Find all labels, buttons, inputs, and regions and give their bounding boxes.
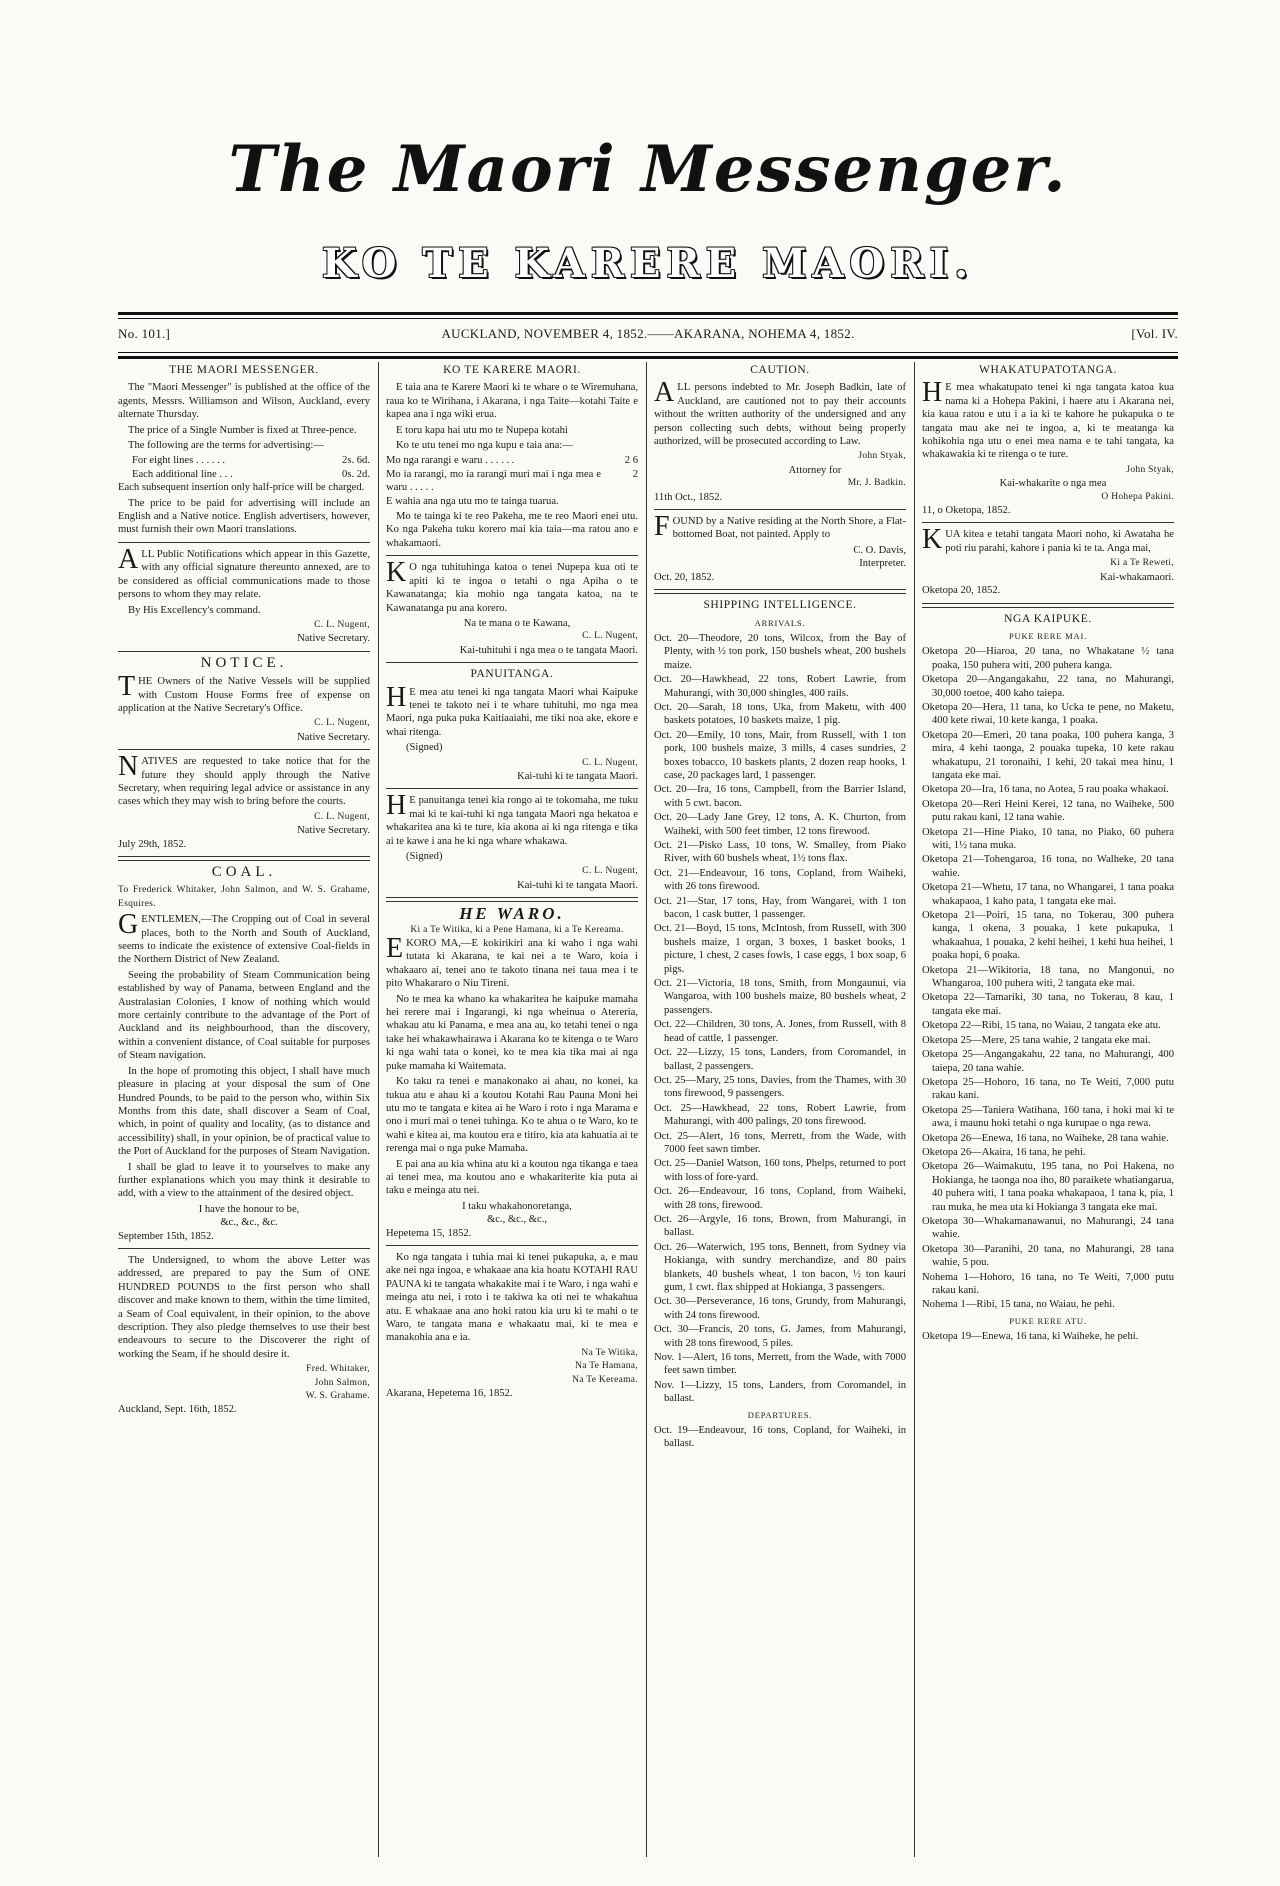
columns xyxy=(118,362,1178,1857)
rate-value: 2 xyxy=(632,468,638,480)
shipping-entry: Oct. 22—Children, 30 tons, A. Jones, from Russell, with 8 head of cattle, 1 passenger. xyxy=(654,1019,906,1044)
masthead-rule-thin xyxy=(118,318,1178,319)
paragraph: By His Excellency's command. xyxy=(128,604,261,616)
shipping-entry: Oct. 20—Hawkhead, 22 tons, Robert Lawrie, from Mahurangi, with 30,000 shingles, 400 rails. xyxy=(654,674,906,699)
dateline-rule xyxy=(118,352,1178,353)
shipping-entry: Oct. 30—Francis, 20 tons, G. James, from Mahurangi, with 28 tons firewood, 5 piles. xyxy=(654,1324,906,1349)
divider xyxy=(654,589,906,594)
shipping-entry: Oketopa 25—Angangakahu, 22 tana, no Mahurangi, 400 taiepa, 20 tana wahie. xyxy=(922,1049,1174,1074)
signature: John Salmon, xyxy=(314,1377,370,1388)
signature: W. S. Grahame. xyxy=(305,1391,370,1402)
shipping-entry: Oct. 20—Lady Jane Grey, 12 tons, A. K. Churton, from Waiheki, with 500 feet timber, 12 tons firewood. xyxy=(654,812,906,837)
shipping-entry: Oketopa 26—Akaira, 16 tana, he pehi. xyxy=(922,1146,1086,1158)
signature-title: Kai-whakamaori. xyxy=(1100,571,1174,583)
signature: C. L. Nugent, xyxy=(582,866,638,877)
column-1 xyxy=(118,362,370,1857)
paragraph: E taia ana te Karere Maori ki te whare o te Wiremuhana, raua ko te Wirihana, i Akarana, i nga Taite—kotahi Taite e kapea ana i nga wiki erua. xyxy=(386,382,638,421)
shipping-list xyxy=(922,645,1174,1312)
signature: Mr. J. Badkin. xyxy=(847,478,906,489)
date: September 15th, 1852. xyxy=(118,1230,214,1242)
signature: C. L. Nugent, xyxy=(582,757,638,768)
signature-title: Native Secretary. xyxy=(297,731,370,743)
rate-value: 0s. 2d. xyxy=(342,468,370,480)
address-line: Ki a Te Witika, ki a Pene Hamana, ki a Te Kereama. xyxy=(410,924,624,935)
subheading-departures: DEPARTURES. xyxy=(747,1409,813,1420)
rate-label: Each additional line . . . xyxy=(132,468,233,480)
signature: John Styak, xyxy=(858,451,906,462)
subheading-arrivals: ARRIVALS. xyxy=(754,617,806,628)
paragraph: The price of a Single Number is fixed at Three-pence. xyxy=(128,424,357,436)
heading-nga-kaipuke: NGA KAIPUKE. xyxy=(1004,612,1092,625)
shipping-entry: Oct. 21—Victoria, 18 tons, Smith, from Mongaunui, via Wangaroa, with 100 bushels maize, 80 bushels wheat, 2 passengers. xyxy=(654,978,906,1016)
masthead-title: The Maori Messenger. xyxy=(228,132,1068,207)
paragraph: E wahia ana nga utu mo te tainga tuarua. xyxy=(386,495,559,507)
signed-label: (Signed) xyxy=(406,851,443,862)
divider xyxy=(922,603,1174,608)
date: Auckland, Sept. 16th, 1852. xyxy=(118,1404,237,1416)
dateline-rule-thick xyxy=(118,356,1178,359)
paragraph: Each subsequent insertion only half-price will be charged. xyxy=(118,482,365,494)
shipping-entry: Nohema 1—Hohoro, 16 tana, no Te Weiti, 7,000 putu rakau kani. xyxy=(922,1271,1174,1296)
shipping-entry: Oct. 26—Argyle, 16 tons, Brown, from Mahurangi, in ballast. xyxy=(654,1213,906,1239)
divider xyxy=(118,651,370,652)
rate-row xyxy=(118,468,370,481)
masthead-rule-top xyxy=(118,312,1178,315)
paragraph: FOUND by a Native residing at the North Shore, a Flat-bottomed Boat, not painted. Apply to xyxy=(654,511,906,543)
divider xyxy=(386,555,638,556)
shipping-entry: Oct. 20—Theodore, 20 tons, Wilcox, from the Bay of Plenty, with ½ ton pork, 150 bushels wheat, 200 bushels maize. xyxy=(654,632,906,671)
paragraph: Ko taku ra tenei e manakonako ai ahau, no konei, ka tukua atu e ahau ki a koutou Kotahi Rau Pauna Moni hei utu mo te tangata e kitea ai he Waro i roto i nga Marama e ono i muri mai o tenei tuhinga. Ko te ahua o te Waro, ko te wahi e kitea ai, ma koutou era e titiro, kia ata kahuatia ai te rerenga mai o nga puke Mamaha. xyxy=(386,1076,638,1155)
shipping-entry: Oketopa 20—Hera, 11 tana, ko Ucka te pene, no Maketu, 400 kete riwai, 10 kete kanga, 1 poaka. xyxy=(922,701,1174,727)
shipping-entry: Oct. 25—Alert, 16 tons, Merrett, from the Wade, with 7000 feet sawn timber. xyxy=(654,1130,906,1155)
column-4 xyxy=(922,362,1174,1857)
paragraph: Na te mana o te Kawana, xyxy=(463,617,571,629)
signature-title: Attorney for xyxy=(788,464,842,476)
masthead-subtitle: KO TE KARERE MAORI. xyxy=(321,240,975,287)
paragraph: E pai ana au kia whina atu ki a koutou nga tikanga e taea ai tenei mea, ma koutou ano e whakariterite kia puta ai taku e meinga atu nei. xyxy=(386,1158,638,1197)
shipping-entry: Oct. 20—Emily, 10 tons, Mair, from Russell, with 1 ton pork, 100 bushels maize, 3 mills, 4 cases sundries, 2 boxes tobacco, 10 baskets plants, 2 dozen reap hooks, 1 case, 20 packages lard, 1 passenger. xyxy=(654,729,906,781)
signature: C. O. Davis, xyxy=(853,544,906,556)
shipping-entry: Oct. 26—Endeavour, 16 tons, Copland, from Waiheki, with 28 tons, firewood. xyxy=(654,1186,906,1211)
signature: Ki a Te Reweti, xyxy=(1110,558,1174,569)
shipping-entry: Oct. 26—Waterwich, 195 tons, Bennett, from Sydney via Hokianga, with sundry merchandize, and 80 pairs blankets, 40 bushels wheat, 1 ton bacon, ½ ton kauri gum, 1 cwt. flax shipped at Hokianga, 3 passengers. xyxy=(654,1241,906,1293)
paragraph: No te mea ka whano ka whakaritea he kaipuke mamaha hei rerere mai i Ingarangi, ki nga wheinua o Atereria, whakau atu ki Panama, e mea ana au, ko tetahi tenei o nga take hei whakawhairawa i Akarana ko te kitenga o te Waro ki nga wahi tata o konei, ko te mea kia tika mai ai nga puke mamaha ki Waitemata. xyxy=(386,993,638,1072)
signature: O Hohepa Pakini. xyxy=(1101,491,1174,502)
shipping-entry: Oct. 25—Hawkhead, 22 tons, Robert Lawrie, from Mahurangi, with 400 palings, 20 tons firewood. xyxy=(654,1102,906,1128)
shipping-entry: Oketopa 21—Hine Piako, 10 tana, no Piako, 60 puhera witi, 1½ tana muka. xyxy=(922,826,1174,851)
date: July 29th, 1852. xyxy=(118,838,187,850)
closing: I taku whakahonoretanga, xyxy=(462,1200,572,1212)
rate-label: For eight lines . . . . . . xyxy=(132,455,225,467)
signature: Na Te Kereama. xyxy=(572,1374,638,1385)
divider xyxy=(386,662,638,663)
shipping-entry: Oketopa 25—Taniera Watihana, 160 tana, i hoki mai ki te awa, i maunu hoki tetahi o nga kurupae o nga rewa. xyxy=(922,1104,1174,1130)
column-divider xyxy=(914,362,915,1857)
issue-number: No. 101.] xyxy=(118,326,171,341)
column-2 xyxy=(386,362,638,1857)
shipping-entry: Oct. 25—Mary, 25 tons, Davies, from the Thames, with 30 tons firewood, 9 passengers. xyxy=(654,1074,906,1100)
signature: John Styak, xyxy=(1126,464,1174,475)
signature: Na Te Hamana, xyxy=(575,1361,638,1372)
shipping-entry: Oketopa 22—Ribi, 15 tana, no Waiau, 2 tangata eke atu. xyxy=(922,1020,1161,1032)
signature: Fred. Whitaker, xyxy=(306,1364,370,1375)
closing: &c., &c., &c., xyxy=(486,1214,547,1226)
paragraph: The following are the terms for advertising:— xyxy=(128,440,324,452)
heading-coal: COAL. xyxy=(211,864,277,880)
shipping-entry: Nohema 1—Ribi, 15 tana, no Waiau, he pehi. xyxy=(922,1299,1115,1311)
paragraph: EKORO MA,—E kokirikiri ana ki waho i nga wahi tutata ki Akarana, te kai nei a te Waro, koia i whakaaro ai, tenei ano te takoto tinana nei taua mea i te pito Whakararo o Niu Tireni. xyxy=(386,933,638,990)
divider xyxy=(118,856,370,861)
shipping-entry: Oketopa 20—Emeri, 20 tana poaka, 100 puhera kanga, 3 mira, 4 kehi taonga, 2 pouaka tupeka, 10 kete rakau whakatupu, 21 toronaihi, 1 kehi, 20 takai mea hinu, 1 tangata eke mai. xyxy=(922,729,1174,781)
signed-label: (Signed) xyxy=(406,742,443,754)
signature: C. L. Nugent, xyxy=(582,631,638,642)
paragraph: THE Owners of the Native Vessels will be supplied with Custom House Forms free of expense on application at the Native Secretary's Office. xyxy=(118,671,370,714)
paragraph: The Undersigned, to whom the above Letter was addressed, are prepared to pay the Sum of ONE HUNDRED POUNDS to the first person who shall discover and make known to them, within the time limited, a Seam of Coal equivalent, in their opinion, to the above description. They also pledge themselves to use their best endeavours to secure to the Discoverer the right of working the Seam, if he should desire it. xyxy=(118,1254,370,1360)
heading-karere-maori: KO TE KARERE MAORI. xyxy=(443,364,581,376)
shipping-entry: Oketopa 30—Whakamanawanui, no Mahurangi, 24 tana wahie. xyxy=(922,1215,1174,1241)
heading-he-waro: HE WARO. xyxy=(459,904,565,924)
subheading-puke-rere-mai: PUKE RERE MAI. xyxy=(1008,630,1088,641)
paragraph: Mo te tainga ki te reo Pakeha, me te reo Maori enei utu. Ko nga Pakeha tuku korero mai kia taia—ma ratou ano e whakamaori. xyxy=(386,511,638,549)
shipping-entry: Oct. 25—Daniel Watson, 160 tons, Phelps, returned to port with loss of fore-yard. xyxy=(654,1158,906,1183)
newspaper-page xyxy=(118,90,1178,1860)
shipping-entry: Oct. 21—Star, 17 tons, Hay, from Wangarei, with 1 ton bacon, 1 cask butter, 1 passenger. xyxy=(654,895,906,921)
rate-value: 2s. 6d. xyxy=(342,455,370,467)
heading-panuitanga: PANUITANGA. xyxy=(470,668,554,681)
address-line: To Frederick Whitaker, John Salmon, and W. S. Grahame, Esquires. xyxy=(118,885,370,909)
paragraph: HE mea atu tenei ki nga tangata Maori whai Kaipuke tenei te takoto nei i te whare tuhituhi, mo nga mea Maori, nga puka puka Kaitiaaiahi, me tiki noa ake, ekore e whai ritenga. xyxy=(386,681,638,738)
divider xyxy=(654,509,906,510)
shipping-entry: Oketopa 25—Hohoro, 16 tana, no Te Weiti, 7,000 putu rakau kani. xyxy=(922,1076,1174,1102)
shipping-entry: Oketopa 25—Mere, 25 tana wahie, 2 tangata eke mai. xyxy=(922,1034,1151,1046)
divider xyxy=(922,522,1174,523)
rate-label: Mo nga rarangi e waru . . . . . . xyxy=(386,455,515,467)
signature: Na Te Witika, xyxy=(581,1347,638,1358)
shipping-entry: Oct. 22—Lizzy, 15 tons, Landers, from Coromandel, in ballast, 2 passengers. xyxy=(654,1047,906,1072)
rate-row xyxy=(118,454,370,467)
paragraph: NATIVES are requested to take notice that for the future they should apply through the Native Secretary, when requiring legal advice or assistance in any cases which they may wish to bring before the courts. xyxy=(118,751,370,808)
issue-date: AUCKLAND, NOVEMBER 4, 1852.——AKARANA, NOHEMA 4, 1852. xyxy=(441,326,855,341)
paragraph: HE mea whakatupato tenei ki nga tangata katoa kua nama ki a Hohepa Pakini, i haere atu i Akarana nei, kia kaua ratou e utu i a ia ki te kahore he pukapuka o te tangata mau ake nei te ingoa, a, ki te meatanga ka kohikohia nga utu o enei mea nama e te tahi tangata, ka whakawakia ki te ritenga o te ture. xyxy=(922,377,1174,461)
divider xyxy=(118,1248,370,1249)
shipping-entry: Oketopa 21—Poiri, 15 tana, no Tokerau, 300 puhera kanga, 1 okena, 3 pouaka, 1 kete pukapuka, 1 whakaahua, 1 pouaka, 2 kehi heihei, 1 kehi hua heihei, 1 poaka hopi, 6 poaka. xyxy=(922,910,1174,962)
shipping-entry: Oct. 21—Endeavour, 16 tons, Copland, from Waiheki, with 26 tons firewood. xyxy=(654,867,906,893)
shipping-entry: Oct. 21—Boyd, 15 tons, McIntosh, from Russell, with 300 bushels maize, 1 organ, 3 boxes, 1 basket books, 1 picture, 1 chest, 2 cases fowls, 1 case eggs, 1 box soap, 6 pigs. xyxy=(654,923,906,975)
divider xyxy=(386,897,638,902)
shipping-entry: Oct. 19—Endeavour, 16 tons, Copland, for Waiheki, in ballast. xyxy=(654,1425,906,1450)
paragraph: E toru kapa hai utu mo te Nupepa kotahi xyxy=(396,424,568,436)
paragraph: Ko nga tangata i tuhia mai ki tenei pukapuka, a, e mau ake nei nga ingoa, e whakaae ana kia hoatu KOTAHI RAU PAUNA ki te tangata whakakite mai i te Waro, i nga wahi e meinga atu nei, i roto i te takiwa ka oti nei te whakahua atu. E whakaae ana ano hoki ratou kia uru ki te mahi o te Waro, te tangata mana e whakaatu mai, ki te mea e manakohia ana e ia. xyxy=(386,1251,638,1344)
signature: C. L. Nugent, xyxy=(314,718,370,729)
divider xyxy=(386,788,638,789)
signature-title: Native Secretary. xyxy=(297,825,370,837)
subheading-puke-rere-atu: PUKE RERE ATU. xyxy=(1009,1315,1087,1326)
heading-shipping-intelligence: SHIPPING INTELLIGENCE. xyxy=(703,599,857,612)
shipping-entry: Oketopa 21—Wikitoria, 18 tana, no Mangonui, no Whangaroa, 100 puhera witi, 2 tangata eke mai. xyxy=(922,964,1174,990)
shipping-entry: Oketopa 21—Tohengaroa, 16 tona, no Walheke, 20 tana wahie. xyxy=(922,854,1174,879)
date: 11th Oct., 1852. xyxy=(654,491,723,503)
rate-row xyxy=(386,468,638,495)
rate-value: 2 6 xyxy=(624,455,638,467)
shipping-list xyxy=(654,632,906,1406)
paragraph: The price to be paid for advertising will include an English and a Native notice. English advertisers, however, must furnish their own Maori translations. xyxy=(118,497,370,536)
signature-title: Kai-tuhi ki te tangata Maori. xyxy=(517,770,638,782)
shipping-entry: Nov. 1—Lizzy, 15 tons, Landers, from Coromandel, in ballast. xyxy=(654,1379,906,1405)
paragraph: In the hope of promoting this object, I shall have much pleasure in placing at your disposal the sum of One Hundred Pounds, to be paid to the person who, within Six Months from this date, shall discover a Seam of Coal, which, in point of quality and locality, (as to distance and accessibility) shall, in your opinion, be of practical value to the Port of Auckland for the purposes of Steam Navigation. xyxy=(118,1065,370,1158)
paragraph: Ko te utu tenei mo nga kupu e taia ana:— xyxy=(396,440,573,452)
shipping-entry: Nov. 1—Alert, 16 tons, Merrett, from the Wade, with 7000 feet sawn timber. xyxy=(654,1352,906,1377)
heading-caution: CAUTION. xyxy=(750,364,810,376)
heading-whakatupatotanga: WHAKATUPATOTANGA. xyxy=(978,364,1118,376)
date: Oketopa 20, 1852. xyxy=(922,585,1001,597)
rate-row xyxy=(386,454,638,467)
issue-volume: [Vol. IV. xyxy=(1131,326,1178,341)
divider xyxy=(118,749,370,750)
closing: &c., &c., &c. xyxy=(220,1217,278,1229)
shipping-entry: Oketopa 20—Hiaroa, 20 tana, no Whakatane ½ tana poaka, 150 puhera witi, 200 puhera kanga. xyxy=(922,646,1174,671)
shipping-entry: Oketopa 20—Angangakahu, 22 tana, no Mahurangi, 30,000 toetoe, 400 kaho taiepa. xyxy=(922,674,1174,699)
shipping-entry: Oct. 20—Sarah, 18 tons, Uka, from Maketu, with 400 baskets potatoes, 10 baskets maize, 1 pig. xyxy=(654,701,906,727)
signature: C. L. Nugent, xyxy=(314,619,370,630)
shipping-entry: Oketopa 26—Enewa, 16 tana, no Waiheke, 28 tana wahie. xyxy=(922,1132,1169,1144)
divider xyxy=(118,542,370,543)
shipping-entry: Oketopa 21—Whetu, 17 tana, no Whangarei, 1 tana poaka whakapaoa, 1 kaho pata, 1 tangata eke mai. xyxy=(922,882,1174,907)
shipping-entry: Oct. 21—Pisko Lass, 10 tons, W. Smalley, from Piako River, with 60 bushels wheat, 1½ tons flax. xyxy=(654,840,906,865)
signature-title: Native Secretary. xyxy=(297,633,370,645)
signature-title: Kai-whakarite o nga mea xyxy=(999,478,1107,490)
shipping-entry: Oketopa 30—Paranihi, 20 tana, no Mahurangi, 28 tana wahie, 5 pou. xyxy=(922,1243,1174,1269)
shipping-entry: Oct. 20—Ira, 16 tons, Campbell, from the Barrier Island, with 5 cwt. bacon. xyxy=(654,784,906,809)
signature-title: Kai-tuhituhi i nga mea o te tangata Maori. xyxy=(459,644,638,656)
paragraph: ALL Public Notifications which appear in this Gazette, with any official signature thereunto annexed, are to be considered as official communications made to those persons to whom they may relate. xyxy=(118,543,370,601)
date: Akarana, Hepetema 16, 1852. xyxy=(386,1388,513,1400)
column-3 xyxy=(654,362,906,1857)
divider xyxy=(386,1245,638,1246)
paragraph: GENTLEMEN,—The Cropping out of Coal in several places, both to the North and South of Auckland, seems to indicate the existence of extensive Coal-fields in the Northern District of New Zealand. xyxy=(118,909,370,966)
signature-title: Interpreter. xyxy=(859,558,906,570)
date: Hepetema 15, 1852. xyxy=(386,1227,472,1239)
paragraph: HE panuitanga tenei kia rongo ai te tokomaha, me tuku mai ki te kai-tuhi ki nga tangata Maori nga hekatoa e whakaritea ana ki te ture, kia akona ai ki nga ritenga e tika ai te kawe i ana he ki nga whare whakawa. xyxy=(386,790,638,847)
shipping-entry: Oketopa 22—Tamariki, 30 tana, no Tokerau, 8 kau, 1 tangata eke mai. xyxy=(922,992,1174,1017)
paragraph: I shall be glad to leave it to yourselves to make any further explanations which you may think it desirable to add, with a view to the attainment of the desired object. xyxy=(118,1161,370,1200)
closing: I have the honour to be, xyxy=(198,1203,300,1215)
column-divider xyxy=(378,362,379,1857)
heading-notice: NOTICE. xyxy=(200,654,288,671)
paragraph: KUA kitea e tetahi tangata Maori noho, ki Awataha he poti riu parahi, kahore i pania ki te ta. Anga mai, xyxy=(922,524,1174,556)
column-divider xyxy=(646,362,647,1857)
dateline xyxy=(118,326,1178,346)
signature: C. L. Nugent, xyxy=(314,811,370,822)
paragraph: KO nga tuhituhinga katoa o tenei Nupepa kua oti te apiti ki te ingoa o tetahi o nga Apiha o te Kawanatanga; kia mohio nga tangata katoa, na te Kawanatanga pu ana korero. xyxy=(386,557,638,614)
date: 11, o Oketopa, 1852. xyxy=(922,505,1011,517)
shipping-entry: Oketopa 20—Reri Heini Kerei, 12 tana, no Waiheke, 500 putu rakau kani, 12 tana wahie. xyxy=(922,798,1174,824)
heading-maori-messenger: THE MAORI MESSENGER. xyxy=(169,364,319,376)
shipping-entry: Oketopa 26—Waimakutu, 195 tana, no Poi Hakena, no Hokianga, he taonga noa iho, 80 paraikete whatiangarua, 40 puhera witi, 1 tana poaka whakapaoa, 1 tana k, pia, 1 rau muka, he mea uta ki Hokianga 3 tangata eke mai. xyxy=(922,1161,1174,1213)
paragraph: Seeing the probability of Steam Communication being established by way of Panama, between England and the Australasian Colonies, I know of nothing which would more certainly contribute to the advantage of the Port of Auckland and its neighbourhood, than the discovery, within a convenient distance, of Coal suitable for purposes of Steam navigation. xyxy=(118,969,370,1062)
shipping-entry: Oketopa 19—Enewa, 16 tana, ki Waiheke, he pehi. xyxy=(922,1331,1139,1343)
paragraph: The "Maori Messenger" is published at the office of the agents, Messrs. Williamson and Wilson, Auckland, every alternate Thursday. xyxy=(118,382,370,421)
rate-label: Mo ia rarangi, mo ia rarangi muri mai i nga mea e waru . . . . . xyxy=(386,468,601,494)
paragraph: ALL persons indebted to Mr. Joseph Badkin, late of Auckland, are cautioned not to pay their accounts without the written authority of the undersigned and any person collecting such debts, without being properly authorized, will be prosecuted according to Law. xyxy=(654,377,906,448)
date: Oct. 20, 1852. xyxy=(654,571,715,583)
signature-title: Kai-tuhi ki te tangata Maori. xyxy=(517,879,638,891)
shipping-entry: Oketopa 20—Ira, 16 tana, no Aotea, 5 rau poaka whakaoi. xyxy=(922,784,1169,796)
shipping-entry: Oct. 30—Perseverance, 16 tons, Grundy, from Mahurangi, with 24 tons firewood. xyxy=(654,1296,906,1321)
